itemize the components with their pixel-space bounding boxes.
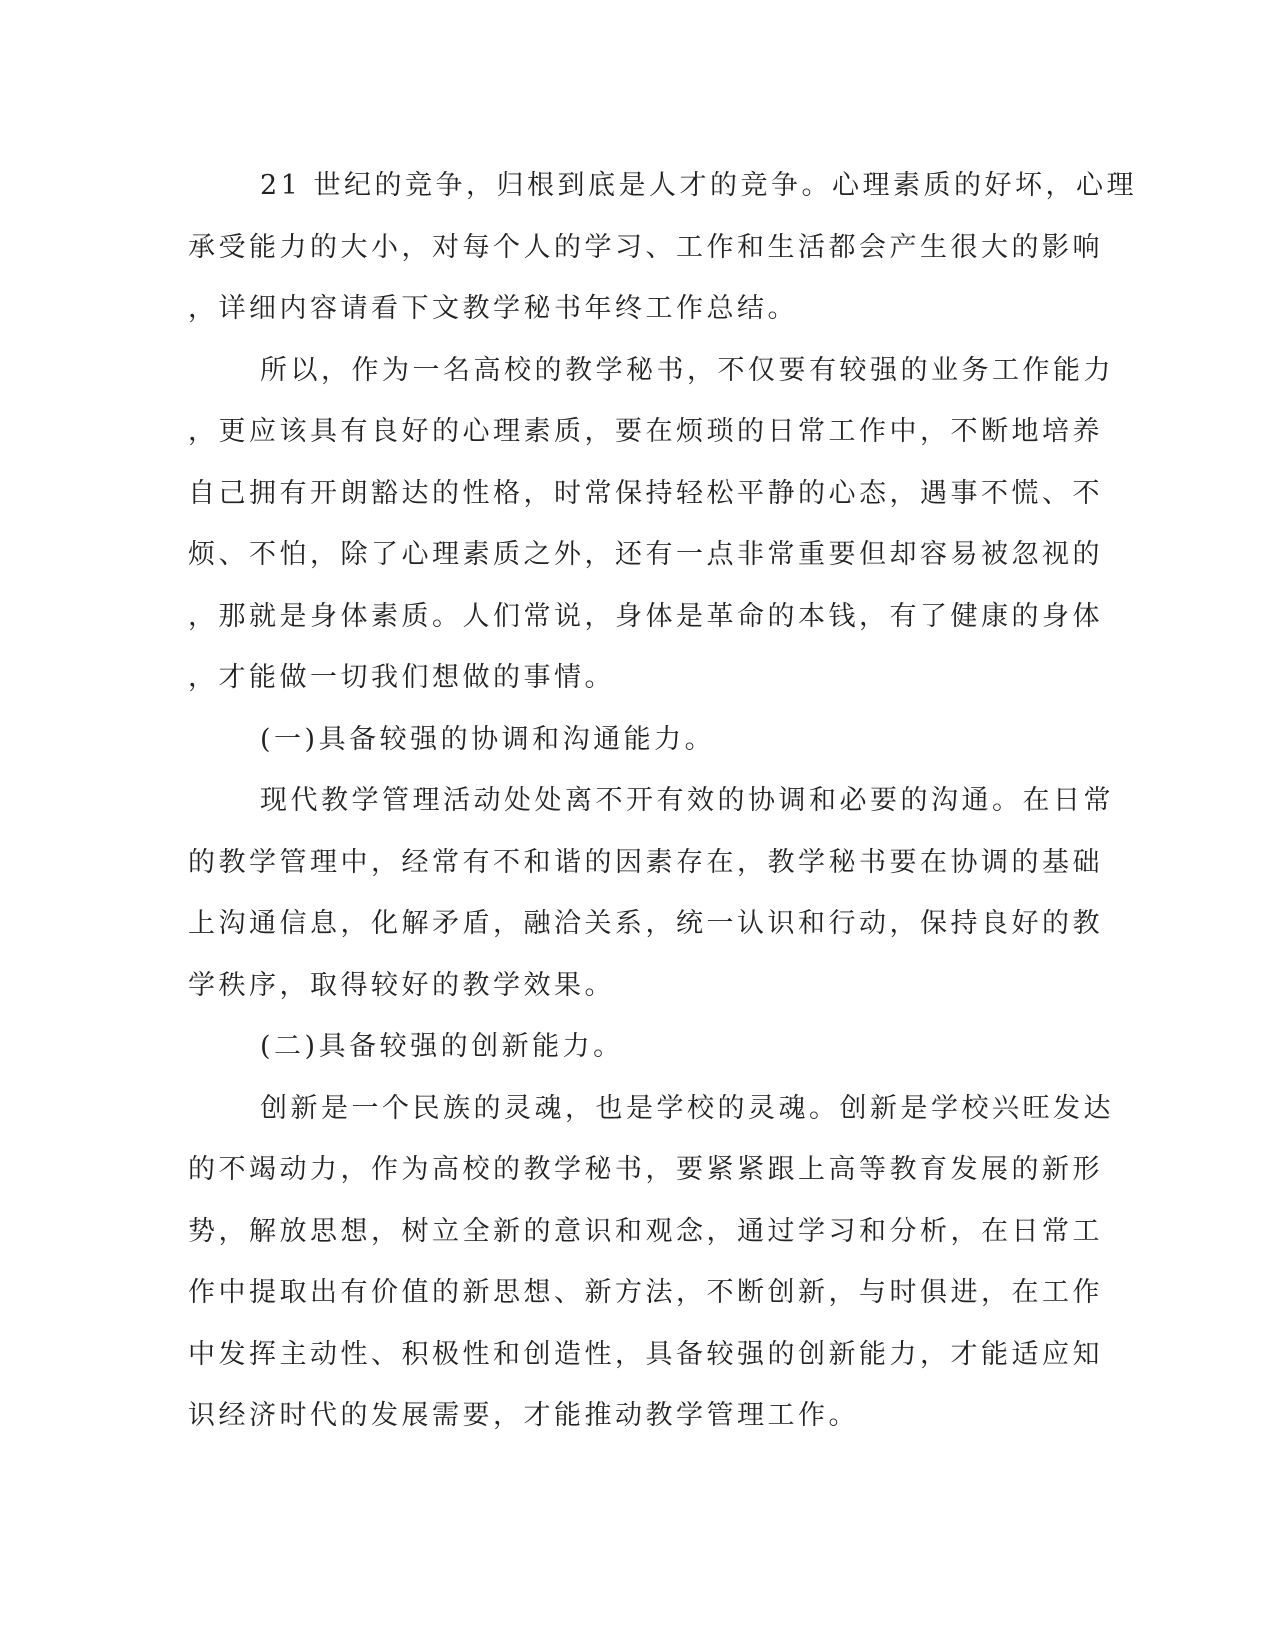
text-line: 作中提取出有价值的新思想、新方法，不断创新，与时俱进，在工作: [188, 1277, 1103, 1308]
text-line: ，那就是身体素质。人们常说，身体是革命的本钱，有了健康的身体: [188, 600, 1103, 632]
text-line: ，才能做一切我们想做的事情。: [188, 662, 615, 693]
text-line: 21 世纪的竞争，归根到底是人才的竞争。心理素质的好坏，心理: [260, 170, 1137, 201]
text-line: 上沟通信息，化解矛盾，融洽关系，统一认识和行动，保持良好的教: [188, 908, 1103, 939]
text-line: ，详细内容请看下文教学秘书年终工作总结。: [188, 293, 798, 324]
text-line: 势，解放思想，树立全新的意识和观念，通过学习和分析，在日常工: [188, 1215, 1103, 1247]
text-line: 识经济时代的发展需要，才能推动教学管理工作。: [188, 1400, 859, 1431]
text-line: 中发挥主动性、积极性和创造性，具备较强的创新能力，才能适应知: [188, 1338, 1103, 1370]
text-line: 所以，作为一名高校的教学秘书，不仅要有较强的业务工作能力: [260, 354, 1114, 386]
text-line: 承受能力的大小，对每个人的学习、工作和生活都会产生很大的影响: [188, 231, 1103, 263]
text-line: 的教学管理中，经常有不和谐的因素存在，教学秘书要在协调的基础: [188, 846, 1103, 878]
section-heading: (二)具备较强的创新能力。: [260, 1031, 624, 1062]
section-heading: (一)具备较强的协调和沟通能力。: [260, 723, 716, 755]
text-line: 创新是一个民族的灵魂，也是学校的灵魂。创新是学校兴旺发达: [260, 1092, 1114, 1124]
text-line: 烦、不怕，除了心理素质之外，还有一点非常重要但却容易被忽视的: [188, 539, 1103, 570]
text-line: 的不竭动力，作为高校的教学秘书，要紧紧跟上高等教育发展的新形: [188, 1154, 1103, 1185]
text-line: 现代教学管理活动处处离不开有效的协调和必要的沟通。在日常: [260, 785, 1114, 816]
text-line: ，更应该具有良好的心理素质，要在烦琐的日常工作中，不断地培养: [188, 416, 1103, 447]
text-line: 学秩序，取得较好的教学效果。: [188, 969, 615, 1001]
text-line: 自己拥有开朗豁达的性格，时常保持轻松平静的心态，遇事不慌、不: [188, 477, 1103, 509]
document-body: [188, 155, 1137, 1447]
